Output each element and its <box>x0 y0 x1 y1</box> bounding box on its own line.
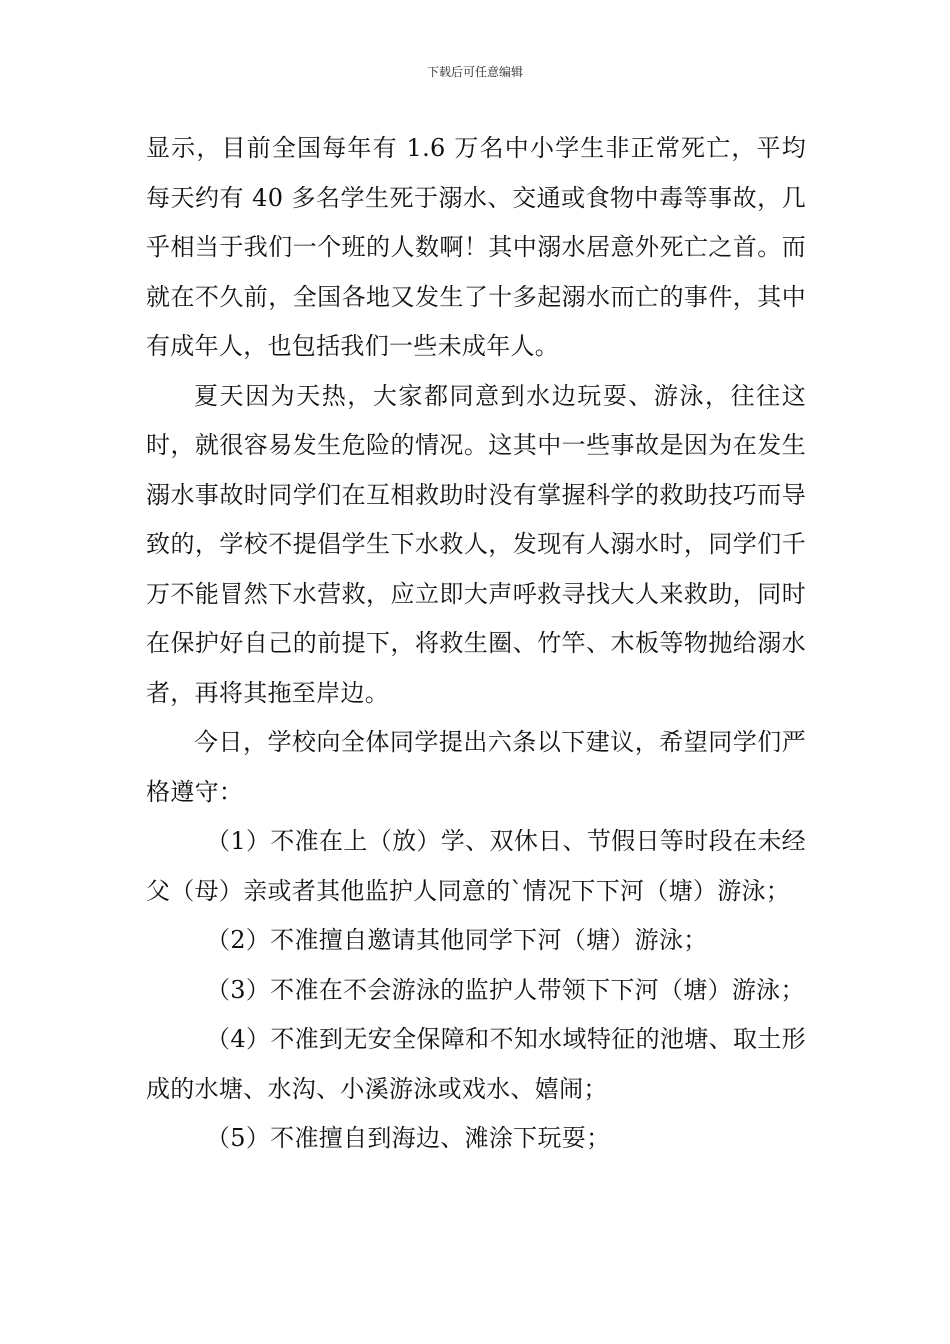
paragraph-summer-danger: 夏天因为天热，大家都同意到水边玩耍、游泳，往往这时，就很容易发生危险的情况。这其中一些事故是因为在发生溺水事故时同学们在互相救助时没有掌握科学的救助技巧而导致的，学校不提倡学生下水救人，发现有人溺水时，同学们千万不能冒然下水营救，应立即大声呼救寻找大人来救助，同时在保护好自己的前提下，将救生圈、竹竿、木板等物抛给溺水者，再将其拖至岸边。 <box>146 381 806 707</box>
page-header: 下载后可任意编辑 <box>426 65 523 79</box>
paragraph-statistics: 显示，目前全国每年有 1.6 万名中小学生非正常死亡，平均每天约有 40 多名学生死于溺水、交通或食物中毒等事故，几乎相当于我们一个班的人数啊！其中溺水居意外死亡之首。而就在不久前，全国各地又发生了十多起溺水而亡的事件，其中有成年人，也包括我们一些未成年人。 <box>146 134 806 360</box>
rule-item-5: （5）不准擅自到海边、滩涂下玩耍； <box>206 1124 611 1152</box>
rule-item-3: （3）不准在不会游泳的监护人带领下下河（塘）游泳； <box>206 975 805 1004</box>
rule-item-4: （4）不准到无安全保障和不知水域特征的池塘、取土形成的水塘、水沟、小溪游泳或戏水、嬉闹； <box>146 1025 806 1103</box>
rule-item-1: （1）不准在上（放）学、双休日、节假日等时段在未经父（母）亲或者其他监护人同意的`情况下下河（塘）游泳； <box>146 827 806 905</box>
document-body <box>146 124 806 1164</box>
paragraph-school-advice: 今日，学校向全体同学提出六条以下建议，希望同学们严格遵守： <box>146 728 806 806</box>
rule-item-2: （2）不准擅自邀请其他同学下河（塘）游泳； <box>206 926 708 954</box>
